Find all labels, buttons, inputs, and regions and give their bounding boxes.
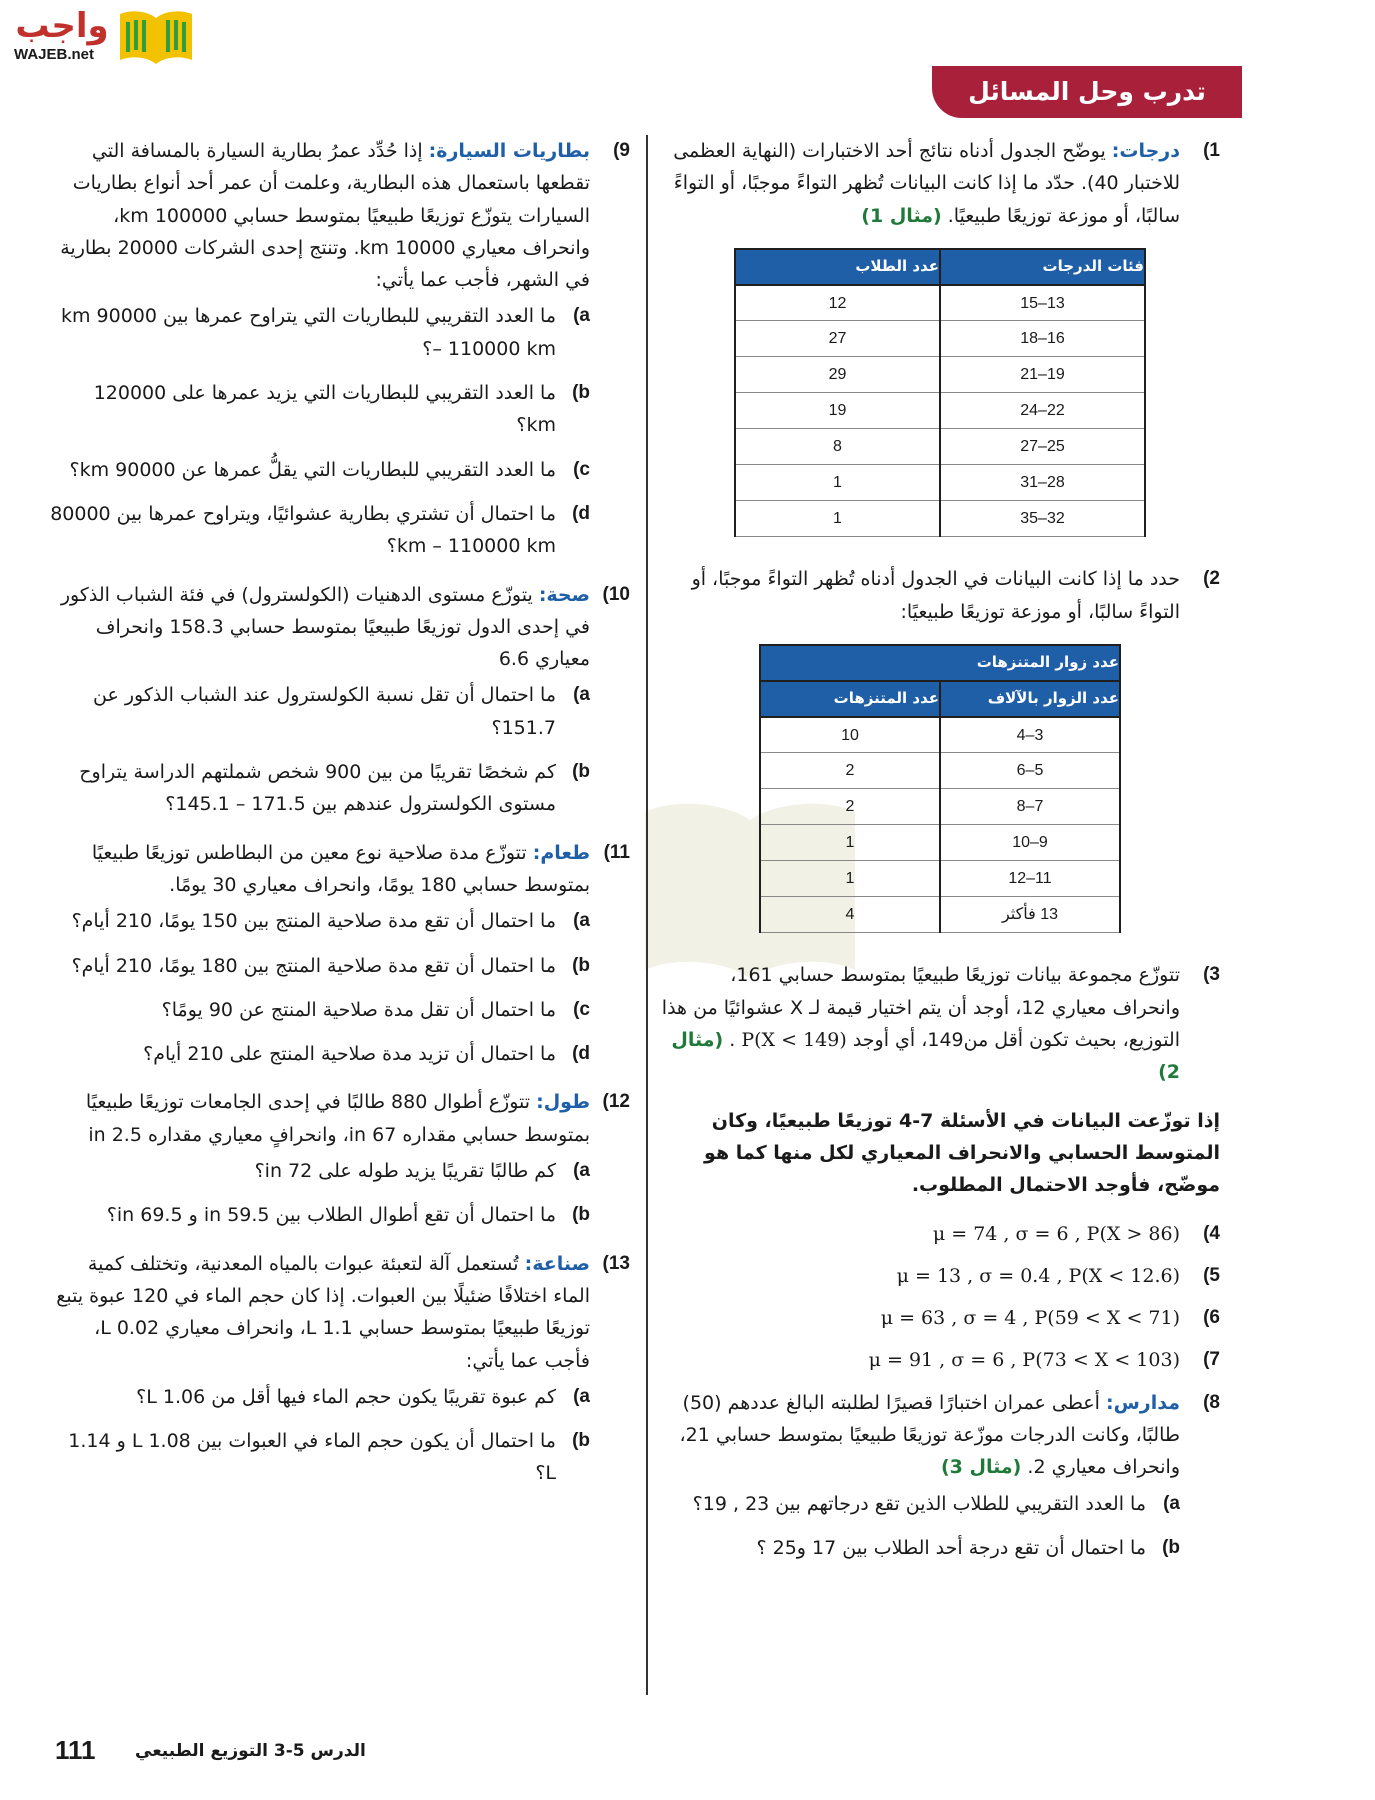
table-cell: 1: [735, 465, 940, 501]
question-5: [660, 1260, 1220, 1292]
math-expression: μ = 91 , σ = 6 , P(73 < X < 103): [868, 1349, 1180, 1372]
sub-question-text: ما العدد التقريبي للطلاب الذين تقع درجاتهم بين 23 , 19؟: [692, 1492, 1146, 1515]
table-cell: 32–35: [940, 501, 1145, 537]
sub-question-b: b) ما العدد التقريبي للبطاريات التي يزيد عمرها على 120000 km؟: [93, 382, 590, 437]
page-footer: [55, 1735, 375, 1775]
table-cell: 19–21: [940, 357, 1145, 393]
table-row: [735, 429, 1145, 465]
sub-question-d: d) ما احتمال أن تزيد مدة صلاحية المنتج على 210 أيام؟: [143, 1043, 590, 1066]
question-11: [50, 837, 630, 1071]
table-cell: 13–15: [940, 285, 1145, 321]
table-cell: 13 فأكثر: [940, 897, 1120, 933]
grades-table: [734, 248, 1146, 538]
table-row: [760, 717, 1120, 753]
sub-question-a: a) كم طالبًا تقريبًا يزيد طوله على 72 in؟: [254, 1160, 590, 1183]
question-heading: صناعة:: [524, 1252, 590, 1275]
table-row: [735, 465, 1145, 501]
question-number: 10): [602, 583, 630, 605]
sub-question-a: a) كم عبوة تقريبًا يكون حجم الماء فيها أقل من 1.06 L؟: [136, 1385, 590, 1408]
sub-question-c: c) ما العدد التقريبي للبطاريات التي يقلُّ عمرها عن 90000 km؟: [69, 458, 590, 481]
question-text: تتوزّع مدة صلاحية نوع معين من البطاطس توزيعًا طبيعيًا بمتوسط حسابي 180 يومًا، وانحراف معياري 30 يومًا.: [91, 841, 590, 896]
example-ref: (مثال 3): [940, 1456, 1022, 1479]
table-header: عدد الطلاب: [735, 249, 940, 285]
example-ref: (مثال 1): [861, 204, 942, 227]
question-number: 5): [1203, 1264, 1220, 1286]
question-text: تتوزّع أطوال 880 طالبًا في إحدى الجامعات توزيعًا طبيعيًا بمتوسط حسابي مقداره 67 in، وانحرافٍ معياري مقداره 2.5 in: [85, 1091, 590, 1146]
sub-question-d: d) ما احتمال أن تشتري بطارية عشوائيًا، ويتراوح عمرها بين 80000 km – 110000 km؟: [50, 502, 590, 558]
sub-question-b: b) ما احتمال أن تقع درجة أحد الطلاب بين 17 و25 ؟: [756, 1536, 1180, 1559]
question-2: [660, 563, 1220, 628]
table-cell: 1: [760, 861, 940, 897]
section-banner: تدرب وحل المسائل: [932, 66, 1242, 118]
table-cell: 2: [760, 753, 940, 789]
question-10: [50, 579, 630, 821]
question-heading: صحة:: [538, 583, 590, 606]
sub-question-text: ما احتمال أن تقع مدة صلاحية المنتج بين 180 يومًا، 210 أيام؟: [71, 954, 556, 977]
question-9: [50, 135, 630, 563]
table-cell: 16–18: [940, 321, 1145, 357]
sub-question-b: b) ما احتمال أن تقع أطوال الطلاب بين 59.5 in و 69.5 in؟: [106, 1204, 590, 1227]
question-text: تُستعمل آلة لتعبئة عبوات بالمياه المعدنية، وتختلف كمية الماء اختلافًا ضئيلًا بين العبوات. إذا كان حجم الماء في 120 عبوة يتبع توزيعًا طبيعيًا بمتوسط حسابي 1.1 L، وانحراف معياري 0.02 L، فأجب عما يأتي:: [56, 1252, 590, 1372]
question-number: 3): [1203, 964, 1220, 986]
table-cell: 2: [760, 789, 940, 825]
table-cell: 9–10: [940, 825, 1120, 861]
question-number: 4): [1203, 1222, 1220, 1244]
sub-question-a: a) ما احتمال أن تقع مدة صلاحية المنتج بين 150 يومًا، 210 أيام؟: [71, 910, 590, 933]
example-ref: (مثال 2): [671, 1029, 1180, 1084]
sub-question-text: ما احتمال أن تقل نسبة الكولسترول عند الشباب الذكور عن 151.7؟: [93, 684, 556, 739]
sub-question-a: a) ما احتمال أن تقل نسبة الكولسترول عند الشباب الذكور عن 151.7؟: [93, 684, 590, 739]
table-header: فئات الدرجات: [940, 249, 1145, 285]
table-header: عدد المتنزهات: [760, 681, 940, 717]
math-expression: μ = 63 , σ = 4 , P(59 < X < 71): [880, 1307, 1180, 1330]
question-text: تتوزّع مجموعة بيانات توزيعًا طبيعيًا بمتوسط حسابي 161، وانحراف معياري 12، أوجد أن يتم اختيار قيمة لـ X عشوائيًا من هذا التوزيع، بحيث تكون أقل من149، أي أوجد: [661, 964, 1180, 1052]
sub-question-text: ما احتمال أن تقع مدة صلاحية المنتج بين 150 يومًا، 210 أيام؟: [71, 910, 556, 933]
question-text: يوضّح الجدول أدناه نتائج أحد الاختبارات (النهاية العظمى للاختبار 40). حدّد ما إذا كانت البيانات تُظهر التواءً موجبًا، أو التواءً سالبًا، أو موزعة توزيعًا طبيعيًا.: [673, 140, 1180, 227]
sub-question-a: a) ما العدد التقريبي للبطاريات التي يتراوح عمرها بين 90000 km – 110000 km؟: [60, 305, 590, 360]
wajeb-logo: [12, 6, 192, 68]
logo-word: واجب: [15, 6, 109, 46]
table-row: [760, 753, 1120, 789]
question-heading: طعام:: [532, 841, 590, 864]
sub-question-text: ما احتمال أن تقل مدة صلاحية المنتج عن 90 يومًا؟: [161, 998, 556, 1021]
right-column: [660, 135, 1220, 1580]
table-cell: 8: [735, 429, 940, 465]
table-header: عدد الزوار بالآلاف: [940, 681, 1120, 717]
sub-question-text: كم شخصًا تقريبًا من بين 900 شخص شملتهم الدراسة يتراوح مستوى الكولسترول عندهم بين 171.5 – 145.1؟: [79, 761, 556, 816]
table-row: [735, 357, 1145, 393]
sub-question-text: ما احتمال أن تزيد مدة صلاحية المنتج على 210 أيام؟: [143, 1043, 556, 1066]
question-heading: بطاريات السيارة:: [428, 140, 590, 162]
question-12: [50, 1086, 630, 1231]
column-divider: [646, 135, 648, 1695]
question-4: [660, 1218, 1220, 1250]
sub-question-text: ما العدد التقريبي للبطاريات التي يقلُّ عمرها عن 90000 km؟: [69, 458, 556, 481]
table-cell: 3–4: [940, 717, 1120, 753]
question-6: [660, 1302, 1220, 1334]
table-cell: 7–8: [940, 789, 1120, 825]
table-row: [735, 321, 1145, 357]
question-number: 7): [1203, 1349, 1220, 1371]
sub-question-b: b) ما احتمال أن يكون حجم الماء في العبوات بين 1.08 L و 1.14 L؟: [68, 1430, 590, 1485]
question-number: 9): [613, 140, 630, 161]
question-text: يتوزّع مستوى الدهنيات (الكولسترول) في فئة الشباب الذكور في إحدى الدول توزيعًا طبيعيًا بمتوسط حسابي 158.3 وانحراف معياري 6.6: [60, 583, 590, 671]
question-number: 11): [603, 841, 630, 863]
sub-question-text: ما احتمال أن يكون حجم الماء في العبوات بين 1.08 L و 1.14 L؟: [68, 1430, 556, 1485]
math-expression: μ = 74 , σ = 6 , P(X > 86): [932, 1222, 1180, 1245]
question-number: 1): [1203, 140, 1220, 161]
book-icon: [116, 8, 196, 66]
sub-question-a: a) ما العدد التقريبي للطلاب الذين تقع درجاتهم بين 23 , 19؟: [692, 1492, 1180, 1515]
page-number: 111: [55, 1735, 96, 1765]
table-row: [760, 861, 1120, 897]
question-number: 12): [602, 1091, 630, 1113]
table-cell: 5–6: [940, 753, 1120, 789]
table-row: [735, 501, 1145, 537]
left-column: [50, 135, 630, 1506]
question-7: [660, 1344, 1220, 1376]
table-cell: 4: [760, 897, 940, 933]
table-cell: 27: [735, 321, 940, 357]
table-cell: 25–27: [940, 429, 1145, 465]
question-8: [660, 1387, 1220, 1564]
table-cell: 12: [735, 285, 940, 321]
probability-expression: P(X < 149): [741, 1029, 847, 1052]
sub-question-b: b) كم شخصًا تقريبًا من بين 900 شخص شملتهم الدراسة يتراوح مستوى الكولسترول عندهم بين 171.5 – 145.1؟: [79, 761, 590, 816]
question-number: 13): [602, 1252, 630, 1274]
question-number: 6): [1203, 1307, 1220, 1329]
question-text: إذا حُدِّد عمرُ بطارية السيارة بالمسافة التي تقطعها باستعمال هذه البطارية، وعلمت أن عمر أحد أنواع بطاريات السيارات يتوزّع توزيعًا طبيعيًا بمتوسط حسابي 100000 km، وانحراف معياري 10000 km. وتنتج إحدى الشركات 20000 بطارية في الشهر، فأجب عما يأتي:: [60, 140, 590, 292]
sub-question-text: كم عبوة تقريبًا يكون حجم الماء فيها أقل من 1.06 L؟: [136, 1385, 556, 1408]
table-cell: 19: [735, 393, 940, 429]
table-row: [735, 285, 1145, 321]
sub-question-text: كم طالبًا تقريبًا يزيد طوله على 72 in؟: [254, 1160, 556, 1183]
table-row: [760, 789, 1120, 825]
sub-question-c: c) ما احتمال أن تقل مدة صلاحية المنتج عن 90 يومًا؟: [161, 998, 590, 1021]
sub-question-text: ما احتمال أن تقع درجة أحد الطلاب بين 17 و25 ؟: [756, 1536, 1146, 1559]
sub-question-b: b) ما احتمال أن تقع مدة صلاحية المنتج بين 180 يومًا، 210 أيام؟: [71, 954, 590, 977]
table-cell: 1: [760, 825, 940, 861]
question-heading: درجات:: [1111, 140, 1180, 162]
table-cell: 28–31: [940, 465, 1145, 501]
table-row: [760, 825, 1120, 861]
table-cell: 1: [735, 501, 940, 537]
table-row: [735, 393, 1145, 429]
logo-subtitle: WAJEB.net: [14, 46, 95, 63]
table-cell: 11–12: [940, 861, 1120, 897]
parks-table: [759, 644, 1121, 934]
question-text: حدد ما إذا كانت البيانات في الجدول أدناه تُظهر التواءً موجبًا، أو التواءً سالبًا، أو موزعة توزيعًا طبيعيًا:: [691, 568, 1180, 623]
table-row: [760, 897, 1120, 933]
table-cell: 10: [760, 717, 940, 753]
question-3: 3) تتوزّع مجموعة بيانات توزيعًا طبيعيًا بمتوسط حسابي 161، وانحراف معياري 12، أوجد أن يتم اختيار قيمة لـ X عشوائيًا من هذا التوزيع، بحيث تكون أقل من149، أي أوجد P(X < 149) . (مثال 2): [660, 959, 1220, 1088]
table-title: عدد زوار المتنزهات: [760, 645, 1120, 681]
question-heading: طول:: [536, 1091, 590, 1114]
question-1: [660, 135, 1220, 232]
sub-question-text: ما العدد التقريبي للبطاريات التي يزيد عمرها على 120000 km؟: [93, 382, 556, 437]
question-number: 2): [1203, 568, 1220, 590]
question-text: أعطى عمران اختبارًا قصيرًا لطلبته البالغ عددهم (50) طالبًا، وكانت الدرجات موزّعة توزيعًا طبيعيًا بمتوسط حسابي 21، وانحراف معياري 2.: [679, 1391, 1180, 1479]
question-13: [50, 1248, 630, 1490]
sub-question-text: ما احتمال أن تشتري بطارية عشوائيًا، ويتراوح عمرها بين 80000 km – 110000 km؟: [50, 502, 556, 558]
lesson-title: الدرس 5-3 التوزيع الطبيعي: [135, 1741, 366, 1761]
question-heading: مدارس:: [1105, 1391, 1180, 1414]
question-number: 8): [1203, 1391, 1220, 1413]
math-expression: μ = 13 , σ = 0.4 , P(X < 12.6): [896, 1264, 1180, 1287]
table-cell: 22–24: [940, 393, 1145, 429]
sub-question-text: ما احتمال أن تقع أطوال الطلاب بين 59.5 in و 69.5 in؟: [106, 1204, 556, 1227]
sub-question-text: ما العدد التقريبي للبطاريات التي يتراوح عمرها بين 90000 km – 110000 km؟: [60, 305, 556, 360]
instructions: إذا توزّعت البيانات في الأسئلة 7-4 توزيعًا طبيعيًا، وكان المتوسط الحسابي والانحراف المعياري لكل منها كما هو موضّح، فأوجد الاحتمال المطلوب.: [704, 1109, 1220, 1197]
table-cell: 29: [735, 357, 940, 393]
